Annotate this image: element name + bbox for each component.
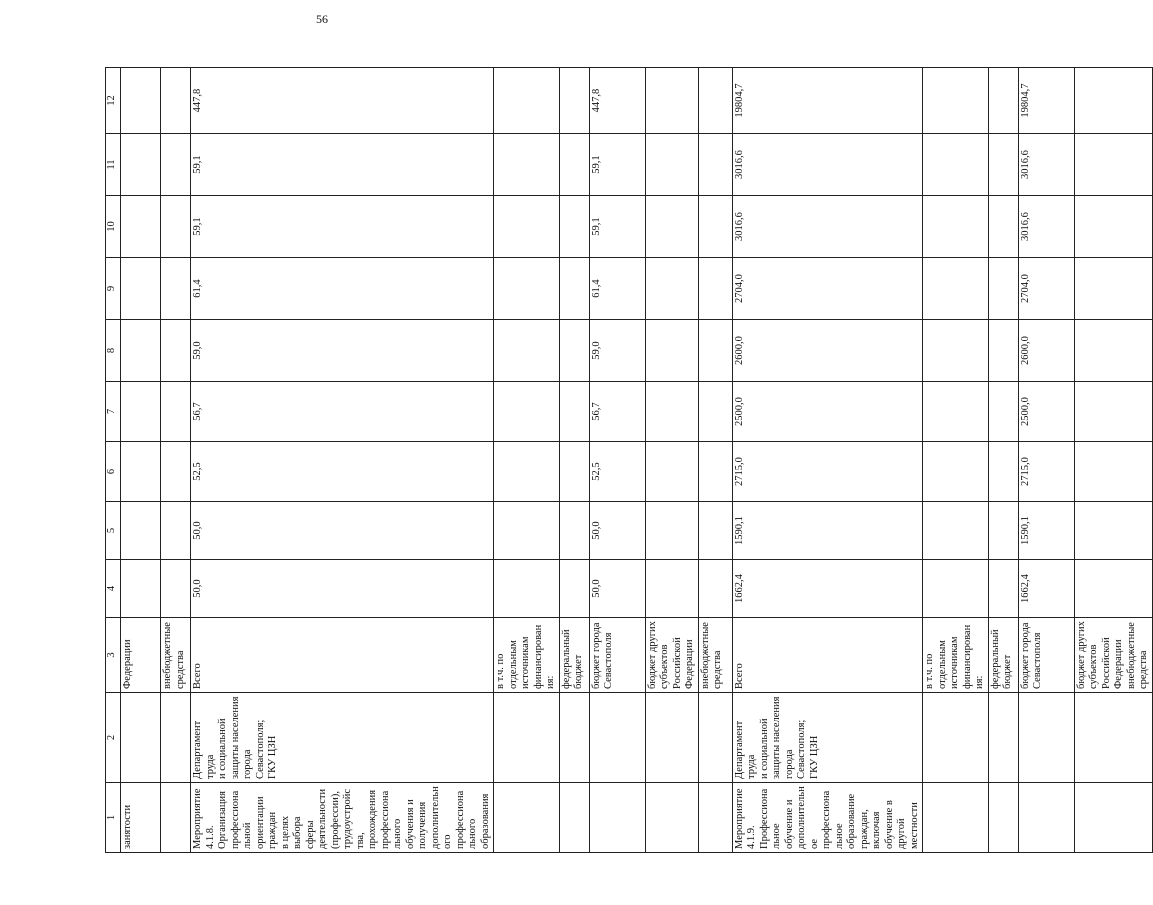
value-cell: 1590,1 xyxy=(1018,502,1074,560)
value-cell: 3016,6 xyxy=(732,196,923,258)
value-cell xyxy=(559,196,589,258)
value-cell xyxy=(121,502,161,560)
value-cell xyxy=(923,320,989,382)
col-header: 3 xyxy=(106,618,121,693)
measure-cell xyxy=(559,783,589,853)
value-cell xyxy=(645,134,698,196)
value-cell: 52,5 xyxy=(191,442,494,502)
value-cell xyxy=(1074,442,1152,502)
value-cell xyxy=(645,258,698,320)
funding-source-cell: Всего xyxy=(732,618,923,693)
funding-source-cell: Федерации xyxy=(121,618,161,693)
value-cell xyxy=(494,502,560,560)
value-cell xyxy=(494,382,560,442)
value-cell xyxy=(698,68,732,134)
value-cell xyxy=(559,258,589,320)
value-cell xyxy=(494,196,560,258)
value-cell xyxy=(923,258,989,320)
value-cell: 59,1 xyxy=(191,196,494,258)
value-cell xyxy=(645,442,698,502)
table-row xyxy=(732,68,923,853)
funding-source-cell: бюджет города Севастополя xyxy=(1018,618,1074,693)
value-cell xyxy=(988,196,1018,258)
rotated-table-wrapper xyxy=(105,68,1149,853)
value-cell xyxy=(1074,134,1152,196)
value-cell xyxy=(698,382,732,442)
value-cell xyxy=(1074,560,1152,618)
funding-source-cell: внебюджетные средства xyxy=(698,618,732,693)
value-cell xyxy=(988,68,1018,134)
funding-source-cell: Всего xyxy=(191,618,494,693)
table-row xyxy=(494,68,560,853)
value-cell: 19804,7 xyxy=(1018,68,1074,134)
value-cell: 2715,0 xyxy=(1018,442,1074,502)
value-cell: 61,4 xyxy=(589,258,645,320)
value-cell xyxy=(698,502,732,560)
funding-source-cell: в т.ч. по отдельным источникам финансирования: xyxy=(923,618,989,693)
value-cell xyxy=(559,320,589,382)
col-header: 11 xyxy=(106,134,121,196)
value-cell xyxy=(494,134,560,196)
value-cell: 56,7 xyxy=(191,382,494,442)
value-cell xyxy=(559,560,589,618)
value-cell: 59,0 xyxy=(589,320,645,382)
col-header: 7 xyxy=(106,382,121,442)
value-cell xyxy=(1074,320,1152,382)
executor-cell xyxy=(589,693,645,783)
executor-cell xyxy=(698,693,732,783)
value-cell xyxy=(121,442,161,502)
measure-cell: Мероприятие 4.1.9. Профессиональное обучение и дополнительное профессиональное образование граждан, включая обучение в другой местности xyxy=(732,783,923,853)
value-cell: 2704,0 xyxy=(1018,258,1074,320)
value-cell: 2500,0 xyxy=(732,382,923,442)
executor-cell: Департамент труда и социальной защиты населения города Севастополя; ГКУ ЦЗН xyxy=(191,693,494,783)
value-cell: 59,1 xyxy=(191,134,494,196)
value-cell xyxy=(988,134,1018,196)
funding-source-cell: бюджет других субъектов Российской Федерации внебюджетные средства xyxy=(1074,618,1152,693)
value-cell xyxy=(494,560,560,618)
value-cell xyxy=(494,68,560,134)
value-cell: 2600,0 xyxy=(1018,320,1074,382)
value-cell xyxy=(121,560,161,618)
value-cell: 19804,7 xyxy=(732,68,923,134)
value-cell: 50,0 xyxy=(589,560,645,618)
value-cell xyxy=(559,68,589,134)
value-cell xyxy=(161,382,191,442)
value-cell xyxy=(988,382,1018,442)
value-cell xyxy=(161,442,191,502)
value-cell xyxy=(988,560,1018,618)
value-cell: 2600,0 xyxy=(732,320,923,382)
value-cell xyxy=(645,560,698,618)
value-cell xyxy=(494,258,560,320)
value-cell xyxy=(698,196,732,258)
executor-cell xyxy=(494,693,560,783)
table-row xyxy=(645,68,698,853)
value-cell xyxy=(161,68,191,134)
value-cell: 3016,6 xyxy=(1018,196,1074,258)
executor-cell xyxy=(559,693,589,783)
value-cell xyxy=(698,560,732,618)
table-row xyxy=(121,68,161,853)
value-cell: 50,0 xyxy=(589,502,645,560)
value-cell: 3016,6 xyxy=(1018,134,1074,196)
measure-cell xyxy=(1018,783,1074,853)
value-cell: 61,4 xyxy=(191,258,494,320)
value-cell xyxy=(988,502,1018,560)
value-cell xyxy=(923,560,989,618)
table-row xyxy=(589,68,645,853)
value-cell xyxy=(161,560,191,618)
value-cell: 1662,4 xyxy=(732,560,923,618)
table-row xyxy=(161,68,191,853)
value-cell xyxy=(988,258,1018,320)
funding-source-cell: федеральный бюджет xyxy=(559,618,589,693)
executor-cell xyxy=(923,693,989,783)
value-cell xyxy=(161,502,191,560)
value-cell xyxy=(1074,502,1152,560)
value-cell: 2715,0 xyxy=(732,442,923,502)
col-header: 8 xyxy=(106,320,121,382)
col-header: 6 xyxy=(106,442,121,502)
value-cell xyxy=(121,196,161,258)
value-cell xyxy=(645,320,698,382)
executor-cell xyxy=(645,693,698,783)
measure-cell xyxy=(923,783,989,853)
table-row xyxy=(1074,68,1152,853)
value-cell: 2704,0 xyxy=(732,258,923,320)
value-cell xyxy=(988,442,1018,502)
table-row xyxy=(1018,68,1074,853)
value-cell: 56,7 xyxy=(589,382,645,442)
value-cell xyxy=(923,442,989,502)
value-cell: 52,5 xyxy=(589,442,645,502)
table-row xyxy=(559,68,589,853)
funding-source-cell: бюджет других субъектов Российской Федерации xyxy=(645,618,698,693)
value-cell xyxy=(494,320,560,382)
executor-cell xyxy=(121,693,161,783)
value-cell xyxy=(923,502,989,560)
measure-cell xyxy=(645,783,698,853)
value-cell xyxy=(121,68,161,134)
value-cell: 50,0 xyxy=(191,502,494,560)
value-cell xyxy=(645,68,698,134)
measure-cell xyxy=(1074,783,1152,853)
table-row xyxy=(988,68,1018,853)
value-cell xyxy=(698,442,732,502)
value-cell xyxy=(121,134,161,196)
value-cell xyxy=(1074,258,1152,320)
value-cell xyxy=(645,502,698,560)
measure-cell xyxy=(494,783,560,853)
page-number: 56 xyxy=(316,12,328,26)
value-cell: 2500,0 xyxy=(1018,382,1074,442)
value-cell xyxy=(559,502,589,560)
funding-source-cell: внебюджетные средства xyxy=(161,618,191,693)
value-cell xyxy=(161,320,191,382)
executor-cell: Департамент труда и социальной защиты населения города Севастополя; ГКУ ЦЗН xyxy=(732,693,923,783)
value-cell: 447,8 xyxy=(191,68,494,134)
value-cell xyxy=(645,382,698,442)
funding-source-cell: федеральный бюджет xyxy=(988,618,1018,693)
value-cell xyxy=(494,442,560,502)
measure-cell xyxy=(988,783,1018,853)
value-cell: 59,1 xyxy=(589,196,645,258)
value-cell: 1662,4 xyxy=(1018,560,1074,618)
table-row xyxy=(698,68,732,853)
executor-cell xyxy=(161,693,191,783)
value-cell: 59,0 xyxy=(191,320,494,382)
measure-cell xyxy=(698,783,732,853)
value-cell xyxy=(161,196,191,258)
value-cell xyxy=(923,134,989,196)
value-cell xyxy=(698,320,732,382)
value-cell xyxy=(923,382,989,442)
value-cell xyxy=(161,134,191,196)
col-header: 2 xyxy=(106,693,121,783)
executor-cell xyxy=(1018,693,1074,783)
measure-cell: Мероприятие 4.1.8. Организация профессиональной ориентации граждан в целях выбора сферы деятельности (профессии), трудоустройства, прохождения профессионального обучения и получения дополнительного профессионального образования xyxy=(191,783,494,853)
value-cell xyxy=(1074,196,1152,258)
funding-source-cell: бюджет города Севастополя xyxy=(589,618,645,693)
value-cell xyxy=(121,320,161,382)
value-cell: 3016,6 xyxy=(732,134,923,196)
executor-cell xyxy=(988,693,1018,783)
value-cell: 1590,1 xyxy=(732,502,923,560)
value-cell xyxy=(698,258,732,320)
value-cell xyxy=(121,258,161,320)
table-row xyxy=(923,68,989,853)
value-cell xyxy=(923,196,989,258)
measure-cell xyxy=(589,783,645,853)
value-cell xyxy=(559,134,589,196)
value-cell xyxy=(559,442,589,502)
value-cell: 50,0 xyxy=(191,560,494,618)
value-cell xyxy=(559,382,589,442)
value-cell xyxy=(121,382,161,442)
executor-cell xyxy=(1074,693,1152,783)
value-cell xyxy=(988,320,1018,382)
header-row xyxy=(106,68,121,853)
col-header: 9 xyxy=(106,258,121,320)
col-header: 5 xyxy=(106,502,121,560)
col-header: 12 xyxy=(106,68,121,134)
col-header: 1 xyxy=(106,783,121,853)
value-cell: 447,8 xyxy=(589,68,645,134)
col-header: 4 xyxy=(106,560,121,618)
measure-cell xyxy=(161,783,191,853)
value-cell xyxy=(645,196,698,258)
budget-table xyxy=(105,67,1153,853)
funding-source-cell: в т.ч. по отдельным источникам финансирования: xyxy=(494,618,560,693)
value-cell xyxy=(1074,382,1152,442)
measure-cell: занятости xyxy=(121,783,161,853)
table-row xyxy=(191,68,494,853)
value-cell: 59,1 xyxy=(589,134,645,196)
value-cell xyxy=(923,68,989,134)
value-cell xyxy=(698,134,732,196)
value-cell xyxy=(161,258,191,320)
col-header: 10 xyxy=(106,196,121,258)
value-cell xyxy=(1074,68,1152,134)
